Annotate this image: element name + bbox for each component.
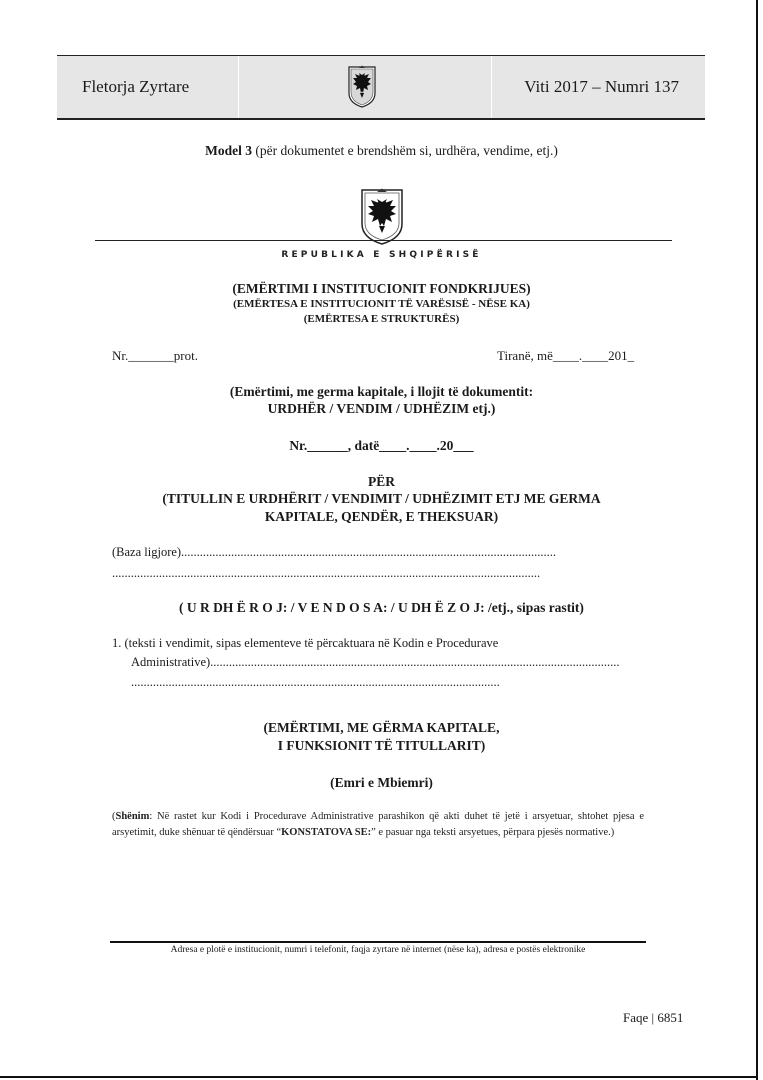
page-number: Faqe | 6851	[623, 1010, 684, 1025]
model-label: Model 3	[205, 143, 252, 158]
document-type-line2: URDHËR / VENDIM / UDHËZIM etj.)	[267, 401, 496, 416]
albanian-eagle-emblem-icon	[347, 65, 377, 113]
document-title-line2: KAPITALE, QENDËR, E THEKSUAR)	[264, 509, 499, 524]
note-keyword: KONSTATOVA SE:	[281, 826, 372, 838]
note-paragraph: (Shënim: Në rastet kur Kodi i Procedurave Administrative parashikon që akti duhet të jetë i arsyetuar, shtohet pjesa e arsyetimit, duke shënuar të qëndërsuar “KONSTATOVA SE:” e pasuar nga teksti arsyetues, përpara pjesës normative.)	[112, 811, 644, 838]
protocol-number: Nr._______prot.	[112, 348, 198, 363]
signatory-function-line1: (EMËRTIMI, ME GËRMA KAPITALE,	[263, 720, 500, 735]
item-1-line1: 1. (teksti i vendimit, sipas elementeve të përcaktuara në Kodin e Procedurave	[112, 636, 499, 650]
emblem-rule	[95, 240, 672, 241]
decree-clause: ( U R DH Ë R O J: / V E N D O S A: / U DH Ë Z O J: /etj., sipas rastit)	[179, 600, 584, 615]
note-label: Shënim	[115, 811, 150, 822]
legal-basis-line2: .........................................................................................................................................	[112, 566, 541, 580]
note-text-end: ” e pasuar nga teksti arsyetues, përpara pjesës normative.)	[371, 826, 615, 838]
document-type-line1: (Emërtimi, me germa kapitale, i llojit të dokumentit:	[229, 384, 534, 399]
institution-founder: (EMËRTIMI I INSTITUCIONIT FONDKRIJUES)	[232, 281, 531, 296]
page-border-right	[756, 0, 758, 1080]
signatory-name: (Emri e Mbiemri)	[330, 775, 433, 790]
gazette-name: Fletorja Zyrtare	[82, 77, 190, 96]
page-border-bottom	[0, 1076, 758, 1078]
note-text: : Në rastet kur Kodi i Procedurave Administrative parashikon që akti duhet të jetë i arsyetuar, shtohet pjesa e arsyetimit, duke shënuar të qëndërsuar “	[112, 811, 644, 838]
document-number-date: Nr.______, datë____.____.20___	[289, 438, 474, 453]
per-heading: PËR	[368, 474, 395, 489]
header-divider	[238, 56, 239, 118]
signatory-function-line2: I FUNKSIONIT TË TITULLARIT)	[277, 738, 486, 753]
item-1-line3: ......................................................................................................................	[131, 675, 500, 689]
item-1-line2: Administrative)...................................................................................................................................	[131, 655, 620, 669]
institution-subordinate: (EMËRTESA E INSTITUCIONIT TË VARËSISË - NËSE KA)	[233, 298, 530, 310]
place-date: Tiranë, më____.____201_	[497, 348, 635, 363]
legal-basis-line1: (Baza ligjore)........................................................................................................................	[112, 545, 557, 559]
gazette-header	[57, 55, 705, 120]
header-divider	[491, 56, 492, 118]
footer-rule	[110, 941, 646, 943]
institution-structure: (EMËRTESA E STRUKTURËS)	[303, 313, 460, 325]
model-description: (për dokumentet e brendshëm si, urdhëra, vendime, etj.)	[251, 143, 558, 158]
document-title-line1: (TITULLIN E URDHËRIT / VENDIMIT / UDHËZIMIT ETJ ME GERMA	[162, 491, 601, 506]
footer-address: Adresa e plotë e institucionit, numri i telefonit, faqja zyrtare në internet (nëse ka), adresa e postës elektronike	[170, 945, 586, 955]
model-line	[0, 143, 763, 159]
albanian-eagle-emblem-icon	[360, 188, 404, 251]
republic-name: REPUBLIKA E SHQIPËRISË	[281, 250, 482, 260]
issue-number: Viti 2017 – Numri 137	[524, 77, 679, 96]
